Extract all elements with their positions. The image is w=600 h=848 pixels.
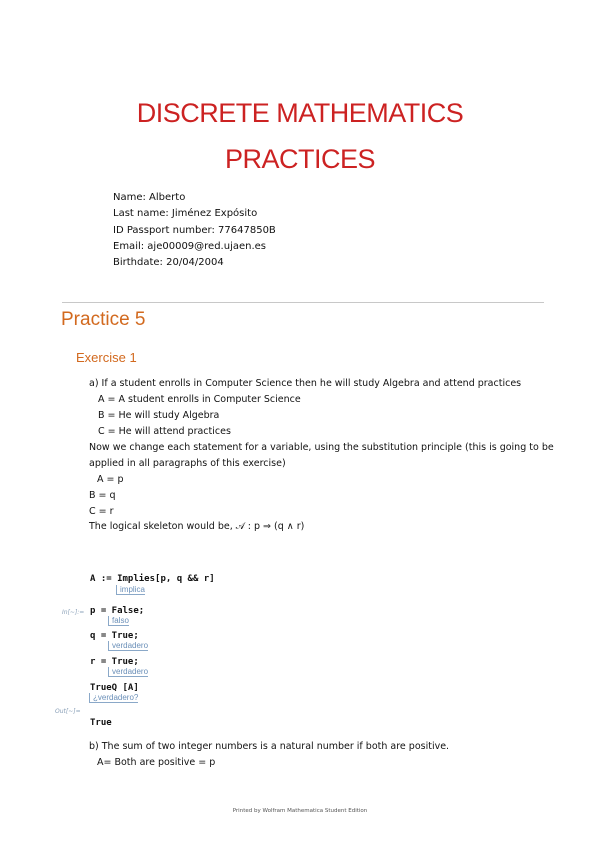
subst-text-1: Now we change each statement for a variable, using the substitution principle (this is going to be [89,442,554,453]
tooltip-falso: falso [108,616,129,626]
title-line-2: PRACTICES [224,144,376,174]
logical-skeleton: The logical skeleton would be, 𝒜 : p ⇒ (q ∧ r) [89,521,305,532]
info-email: Email: aje00009@red.ujaen.es [113,240,267,252]
output-true: True [90,718,112,728]
statement-b: b) The sum of two integer numbers is a natural number if both are positive. [89,741,450,752]
footer: Printed by Wolfram Mathematica Student Edition [232,808,368,814]
info-last-name: Last name: Jiménez Expósito [113,208,258,220]
def-b-a: A= Both are positive = p [97,757,216,768]
info-birthdate: Birthdate: 20/04/2004 [113,257,224,269]
def-a: A = A student enrolls in Computer Science [98,394,301,405]
info-id: ID Passport number: 77647850B [113,224,276,236]
student-info [113,190,276,271]
info-name: Name: Alberto [113,192,186,203]
section-divider [62,302,544,303]
code-trueq[interactable]: TrueQ [A] [90,683,139,693]
out-label: Out[~]= [55,708,81,715]
var-r: C = r [89,506,114,517]
code-q[interactable]: q = True; [90,631,139,641]
code-implies[interactable]: A := Implies[p, q && r] [90,574,215,584]
in-label: In[~]:= [62,609,85,616]
title-line-1: DISCRETE MATHEMATICS [136,98,464,128]
tooltip-verdadero-r: verdadero [108,667,148,677]
practice-heading: Practice 5 [61,309,146,330]
def-b: B = He will study Algebra [98,410,220,421]
exercise-heading: Exercise 1 [76,350,137,365]
var-p: A = p [97,474,124,485]
statement-a: a) If a student enrolls in Computer Science then he will study Algebra and attend practices [89,378,522,389]
code-r[interactable]: r = True; [90,657,139,667]
tooltip-implica: implica [116,585,145,595]
code-p[interactable]: p = False; [90,606,145,616]
subst-text-2: applied in all paragraphs of this exercise) [89,458,286,469]
tooltip-verdadero-q: verdadero [108,641,148,651]
var-q: B = q [89,490,116,501]
tooltip-verdadero-q-mark: ¿verdadero? [89,693,138,703]
def-c: C = He will attend practices [98,426,231,437]
